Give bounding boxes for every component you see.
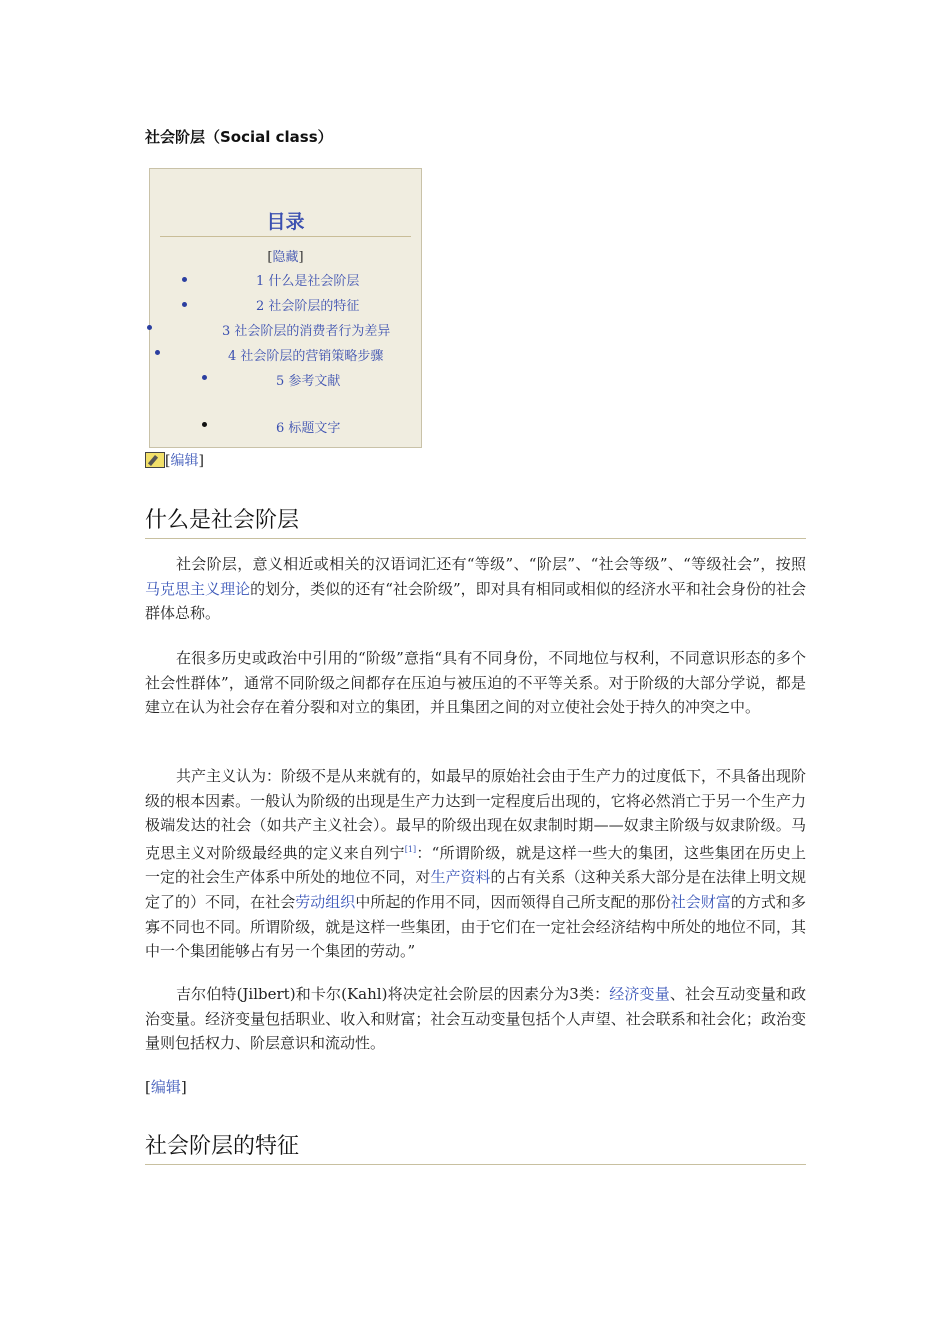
- table-of-contents: [149, 168, 422, 448]
- toc-item-5[interactable]: 5 参考文献: [276, 374, 341, 389]
- link-labor-organization[interactable]: 劳动组织: [295, 892, 356, 911]
- section-heading: 什么是社会阶层: [145, 503, 806, 539]
- paragraph: [145, 982, 806, 1056]
- toc-bullet: [182, 277, 187, 282]
- toc-bullet: [202, 422, 207, 427]
- text: 吉尔伯特(Jilbert)和卡尔(Kahl)将决定社会阶层的因素分为3类：: [176, 985, 610, 1003]
- section-heading: 社会阶层的特征: [145, 1129, 806, 1165]
- text: 社会阶层，意义相近或相关的汉语词汇还有“等级”、“阶层”、“社会等级”、“等级社会”，按照: [176, 555, 806, 573]
- link-means-of-production[interactable]: 生产资料: [430, 868, 491, 887]
- toc-hide-toggle[interactable]: [隐藏]: [267, 250, 304, 265]
- toc-item-2[interactable]: 2 社会阶层的特征: [256, 299, 360, 314]
- pencil-edit-icon[interactable]: [145, 452, 165, 468]
- reference-link[interactable]: [1]: [404, 844, 417, 854]
- link-marxism[interactable]: 马克思主义理论: [145, 579, 251, 598]
- toc-divider: [160, 236, 411, 237]
- paragraph: 在很多历史或政治中引用的“阶级”意指“具有不同身份，不同地位与权利，不同意识形态的多个社会性群体”，通常不同阶级之间都存在压迫与被压迫的不平等关系。对于阶级的大部分学说，都是建立在认为社会存在着分裂和对立的集团，并且集团之间的对立使社会处于持久的冲突之中。: [145, 649, 806, 717]
- link-social-wealth[interactable]: 社会财富: [670, 892, 731, 911]
- paragraph: [145, 552, 806, 626]
- edit-row: [编辑]: [145, 450, 204, 470]
- text: 的划分，类似的还有“社会阶级”，即对具有相同或相似的经济水平和社会身份的社会群体总称。: [145, 579, 806, 623]
- text: 共产主义认为：阶级不是从来就有的，如最早的原始社会由于生产力的过度低下，不具备出现阶级的根本因素。一般认为阶级的出现是生产力达到一定程度后出现的，它将必然消亡于另一个生产力极端发达的社会（如共产主义社会）。最早的阶级出现在奴隶制时期——奴隶主阶级与奴隶阶级。马克思主义对阶级最经典的定义来自列宁: [145, 767, 807, 862]
- toc-bullet: [202, 375, 207, 380]
- toc-hide-link[interactable]: 隐藏: [272, 250, 299, 265]
- link-economic-variables[interactable]: 经济变量: [609, 985, 670, 1003]
- toc-item-6[interactable]: 6 标题文字: [276, 421, 341, 436]
- toc-bullet: [182, 302, 187, 307]
- text: ：“所谓阶级，就是这样一些大的集团，这些集团在历史上一定的社会生产体系中所处的地位不同，对: [145, 843, 806, 887]
- text: 中所起的作用不同，因而领得自己所支配的那份: [355, 892, 671, 911]
- text: 的方式和多寡不同也不同。所谓阶级，就是这样一些集团，由于它们在一定社会经济结构中所处的地位不同，其中一个集团能够占有另一个集团的劳动。”: [145, 892, 806, 961]
- paragraph: [145, 764, 806, 964]
- edit-link[interactable]: 编辑: [170, 453, 199, 469]
- toc-item-4[interactable]: 4 社会阶层的营销策略步骤: [228, 349, 384, 364]
- toc-bullet: [147, 325, 152, 330]
- toc-bullet: [155, 350, 160, 355]
- toc-item-1[interactable]: 1 什么是社会阶层: [256, 274, 360, 289]
- edit-row: [编辑]: [145, 1078, 187, 1096]
- text: 、社会互动变量和政治变量。经济变量包括职业、收入和财富；社会互动变量包括个人声望、社会联系和社会化；政治变量则包括权力、阶层意识和流动性。: [145, 985, 806, 1053]
- edit-link[interactable]: 编辑: [150, 1078, 181, 1096]
- page-title: 社会阶层（Social class）: [145, 128, 333, 146]
- text: 的占有关系（这种关系大部分是在法律上明文规定了的）不同，在社会: [145, 868, 806, 911]
- toc-title: 目录: [266, 211, 305, 233]
- toc-item-3[interactable]: 3 社会阶层的消费者行为差异: [222, 324, 391, 339]
